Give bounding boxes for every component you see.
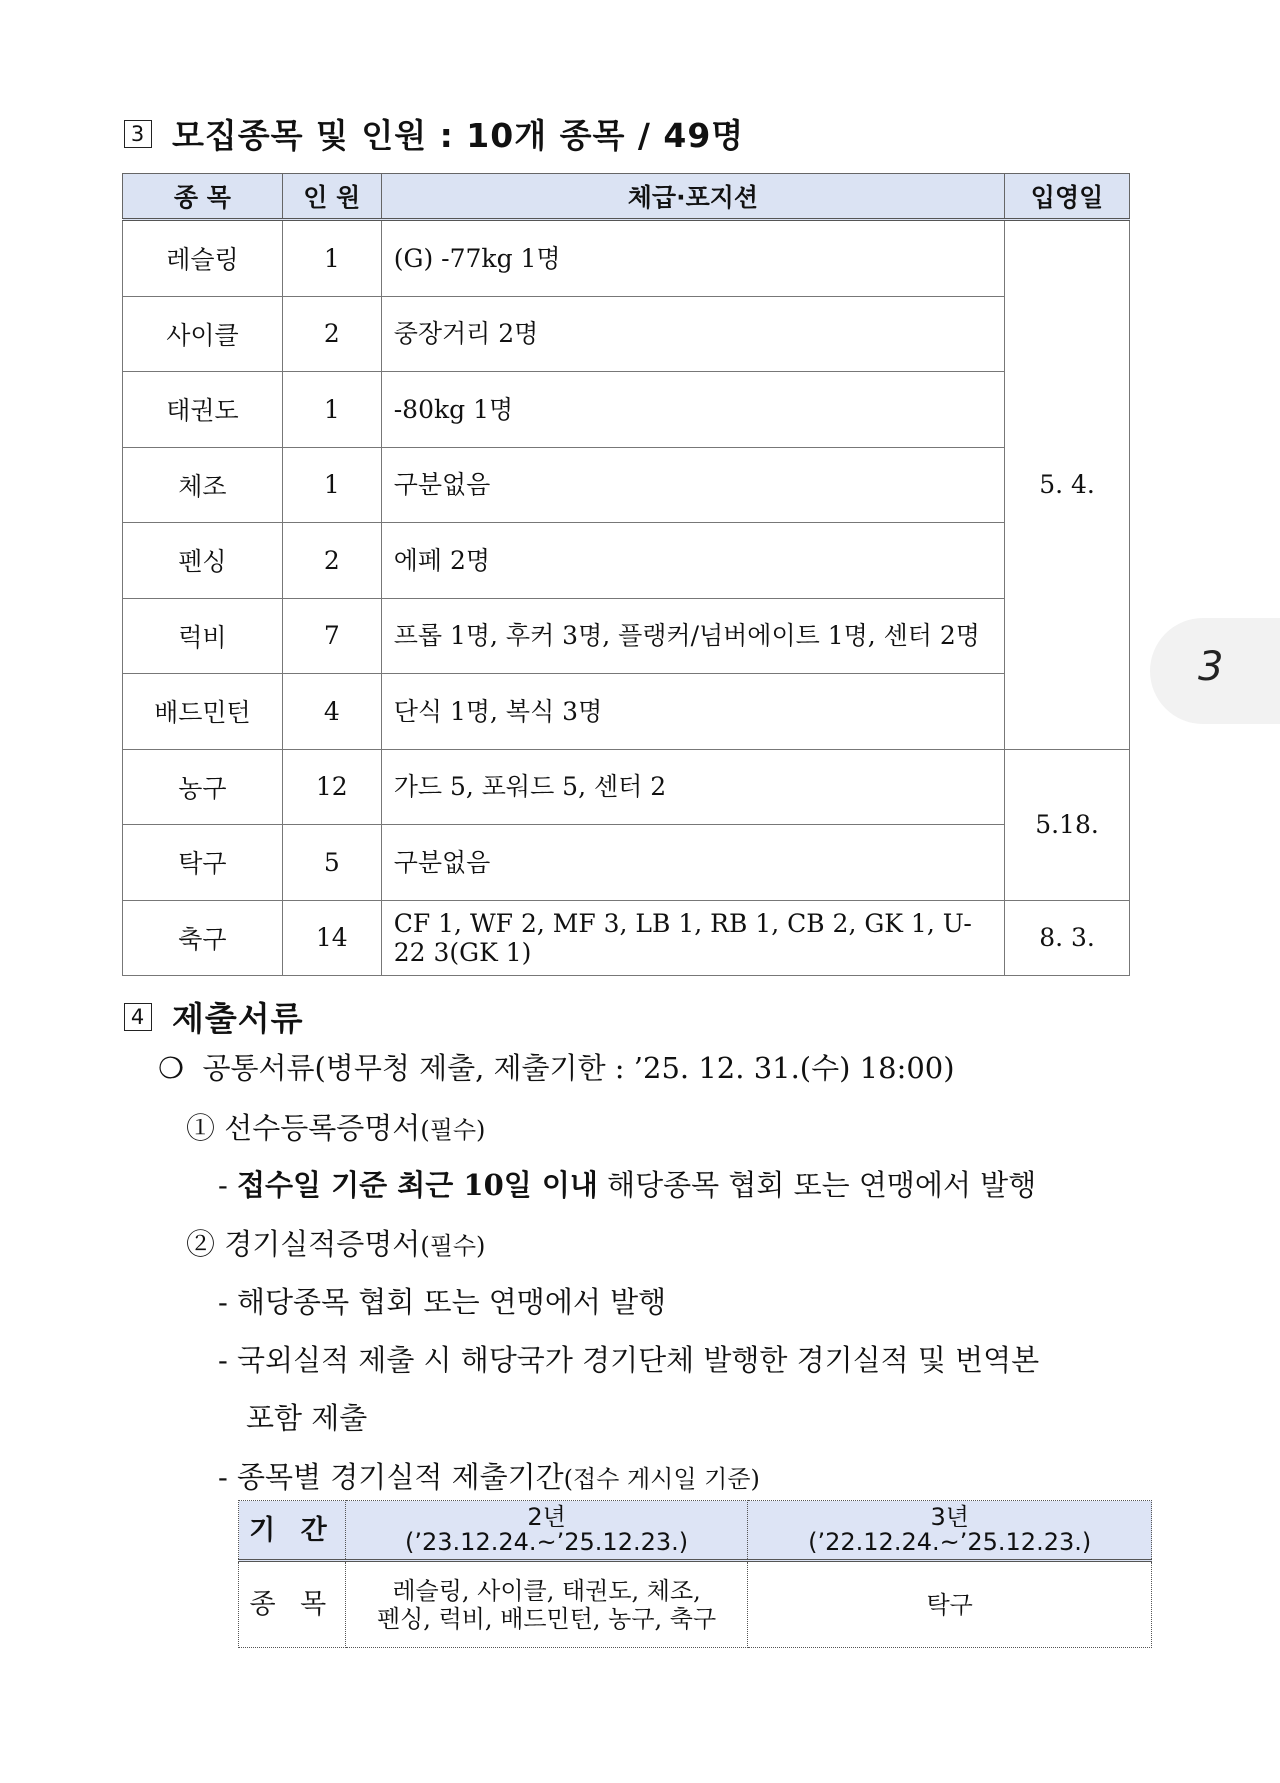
sport-label: 종 목: [239, 1561, 346, 1648]
circle-bullet-icon: ❍: [158, 1051, 184, 1085]
count-cell: 14: [282, 900, 381, 976]
table-row: [123, 825, 1130, 901]
section-3-title: [124, 110, 744, 157]
position-cell: 에페 2명: [381, 523, 1004, 599]
position-cell: 단식 1명, 복식 3명: [381, 674, 1004, 750]
submission-period-table: [238, 1500, 1152, 1648]
table-row: [239, 1561, 1152, 1648]
count-cell: 1: [282, 447, 381, 523]
section-4-title: [124, 993, 304, 1040]
section-4-heading: 제출서류: [172, 999, 304, 1038]
table-row: [123, 372, 1130, 448]
period-3year-range: (’22.12.24.~’25.12.23.): [808, 1528, 1092, 1556]
table-row: [123, 674, 1130, 750]
count-cell: 2: [282, 523, 381, 599]
item2-detail-1: 해당종목 협회 또는 연맹에서 발행: [237, 1285, 667, 1319]
item2-detail-2b: 포함 제출: [246, 1401, 368, 1435]
item2-detail-line-3: - 종목별 경기실적 제출기간(접수 게시일 기준): [218, 1460, 760, 1494]
position-cell: 중장거리 2명: [381, 296, 1004, 372]
item2-detail-line-2b: [246, 1396, 367, 1437]
header-count: 인 원: [282, 174, 381, 220]
page-number-tab: [1150, 618, 1280, 724]
count-cell: 12: [282, 749, 381, 825]
period-3year-header: [748, 1501, 1152, 1561]
sport-cell: 태권도: [123, 372, 283, 448]
item2-detail-3: 종목별 경기실적 제출기간: [237, 1460, 564, 1494]
recruitment-table: [122, 173, 1130, 976]
page-number: 3: [1198, 644, 1224, 690]
header-sport: 종 목: [123, 174, 283, 220]
item2-detail-2a: 국외실적 제출 시 해당국가 경기단체 발행한 경기실적 및 번역본: [237, 1343, 1040, 1377]
position-cell: 구분없음: [381, 447, 1004, 523]
table-row: [123, 296, 1130, 372]
sport-cell: 농구: [123, 749, 283, 825]
table-header-row: [239, 1501, 1152, 1561]
header-position: 체급·포지션: [381, 174, 1004, 220]
count-cell: 1: [282, 372, 381, 448]
item1-note: (필수): [420, 1116, 486, 1144]
item1-detail-rest: 해당종목 협회 또는 연맹에서 발행: [597, 1168, 1037, 1202]
position-cell: 구분없음: [381, 825, 1004, 901]
position-cell: CF 1, WF 2, MF 3, LB 1, RB 1, CB 2, GK 1, U-22 3(GK 1): [381, 900, 1004, 976]
period-2year-sports-line-1: 레슬링, 사이클, 태권도, 체조,: [392, 1576, 701, 1605]
count-cell: 7: [282, 598, 381, 674]
count-cell: 4: [282, 674, 381, 750]
sport-cell: 축구: [123, 900, 283, 976]
period-label: 기 간: [239, 1501, 346, 1561]
sport-cell: 펜싱: [123, 523, 283, 599]
period-2year-sports-line-2: 펜싱, 럭비, 배드민턴, 농구, 축구: [376, 1604, 717, 1633]
period-3year-title: 3년: [930, 1503, 969, 1531]
table-header-row: [123, 174, 1130, 220]
period-2year-title: 2년: [527, 1503, 566, 1531]
item1-title-line: [186, 1106, 485, 1147]
count-cell: 1: [282, 220, 381, 297]
header-enlist-date: 입영일: [1005, 174, 1130, 220]
section-number-box: 3: [124, 120, 152, 148]
common-documents-line: [158, 1046, 955, 1087]
sport-cell: 레슬링: [123, 220, 283, 297]
item1-detail-bold: 접수일 기준 최근 10일 이내: [237, 1168, 598, 1202]
item2-title: ② 경기실적증명서: [186, 1227, 421, 1261]
enlist-date-cell: 8. 3.: [1005, 900, 1130, 976]
table-row: [123, 447, 1130, 523]
period-2year-header: [345, 1501, 748, 1561]
position-cell: 가드 5, 포워드 5, 센터 2: [381, 749, 1004, 825]
count-cell: 2: [282, 296, 381, 372]
position-cell: -80kg 1명: [381, 372, 1004, 448]
sport-cell: 체조: [123, 447, 283, 523]
item2-detail-line-2: - 국외실적 제출 시 해당국가 경기단체 발행한 경기실적 및 번역본: [218, 1343, 1040, 1377]
item2-detail-line-1: - 해당종목 협회 또는 연맹에서 발행: [218, 1285, 667, 1319]
sport-cell: 럭비: [123, 598, 283, 674]
item1-title: ① 선수등록증명서: [186, 1111, 421, 1145]
position-cell: 프롭 1명, 후커 3명, 플랭커/넘버에이트 1명, 센터 2명: [381, 598, 1004, 674]
item1-detail-line: - 접수일 기준 최근 10일 이내 해당종목 협회 또는 연맹에서 발행: [218, 1168, 1037, 1202]
position-cell: (G) -77kg 1명: [381, 220, 1004, 297]
section-number-box: 4: [124, 1003, 152, 1031]
enlist-date-cell: 5. 4.: [1005, 220, 1130, 750]
sport-cell: 사이클: [123, 296, 283, 372]
table-row: [123, 220, 1130, 297]
enlist-date-cell: 5.18.: [1005, 749, 1130, 900]
common-documents-text: 공통서류(병무청 제출, 제출기한 : ’25. 12. 31.(수) 18:00): [202, 1051, 955, 1085]
period-3year-sports: 탁구: [748, 1561, 1152, 1648]
item2-title-line: [186, 1222, 485, 1263]
table-row: [123, 900, 1130, 976]
sport-cell: 탁구: [123, 825, 283, 901]
period-2year-sports: [345, 1561, 748, 1648]
section-3-heading: 모집종목 및 인원 : 10개 종목 / 49명: [172, 116, 745, 155]
item2-note: (필수): [420, 1232, 486, 1260]
count-cell: 5: [282, 825, 381, 901]
table-row: [123, 598, 1130, 674]
period-2year-range: (’23.12.24.~’25.12.23.): [405, 1528, 689, 1556]
table-row: [123, 749, 1130, 825]
sport-cell: 배드민턴: [123, 674, 283, 750]
item2-detail-3-note: (접수 게시일 기준): [563, 1465, 760, 1493]
table-row: [123, 523, 1130, 599]
